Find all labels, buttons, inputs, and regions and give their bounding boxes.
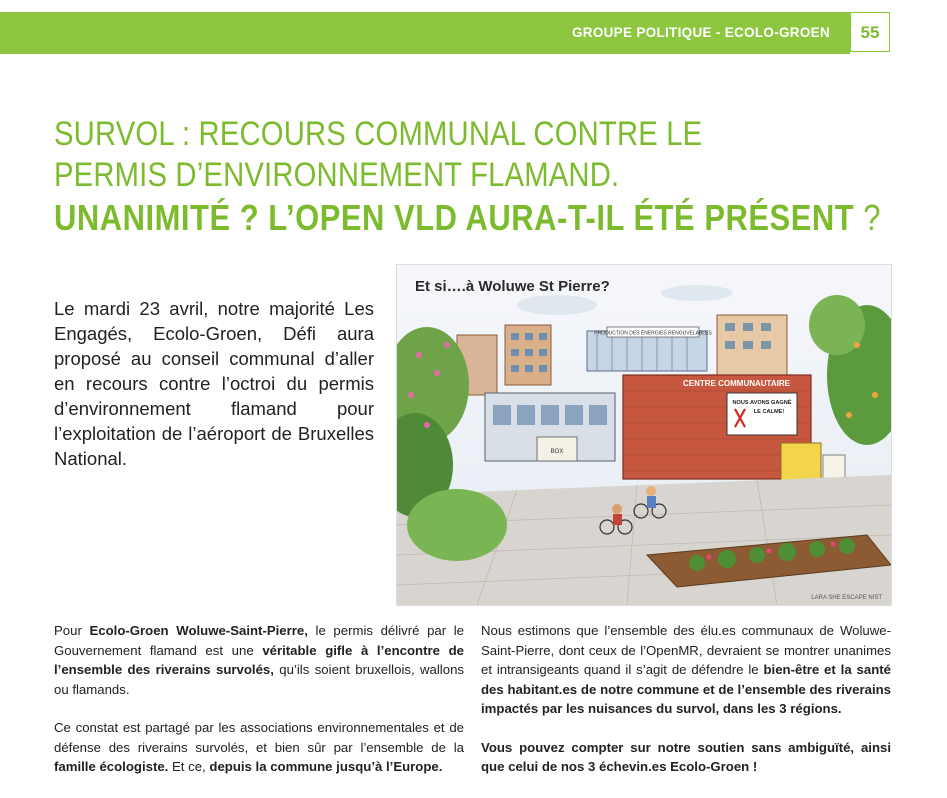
right-paragraph-2: Vous pouvez compter sur notre soutien sans ambiguïté, ainsi que celui de nos 3 échevin.es Ecolo-Groen ! — [481, 739, 891, 774]
title-line-3 — [54, 196, 932, 240]
illustration — [396, 264, 892, 606]
drawing-woluwe — [397, 265, 891, 605]
article-title — [54, 114, 934, 240]
right-column — [481, 621, 891, 796]
title-line-1: SURVOL : RECOURS COMMUNAL CONTRE LE — [54, 115, 703, 153]
intro-paragraph: Le mardi 23 avril, notre majorité Les Engagés, Ecolo-Groen, Défi aura proposé au conseil communal d’aller en recours contre l’octroi du permis d’environnement flamand pour l’exploitation de l’aéroport de Bruxelles National. — [54, 298, 374, 469]
building-sign: CENTRE COMMUNAUTAIRE — [683, 379, 790, 388]
title-headline: UNANIMITÉ ? L’OPEN VLD AURA-T-IL ÉTÉ PRÉSENT — [54, 197, 855, 238]
right-paragraph-1: Nous estimons que l’ensemble des élu.es communaux de Woluwe-Saint-Pierre, dont ceux de l’OpenMR, devraient se montrer unanimes et intransigeants quand il s’agit de défendre le bien-être et la santé des habitant.es de notre commune et de l’ensemble des riverains impactés par les nuisances du survol, dans les 3 régions. — [481, 623, 891, 716]
poster-line-1: NOUS AVONS GAGNÉ — [732, 400, 792, 406]
kiosk-label: BOX — [550, 449, 564, 455]
section-label: GROUPE POLITIQUE - ECOLO-GROEN — [571, 25, 830, 40]
header-bar — [0, 12, 850, 54]
illustration-caption: Et si….à Woluwe St Pierre? — [415, 278, 610, 295]
page-number: 55 — [850, 12, 890, 52]
banner-text: PRODUCTION DES ÉNERGIES RENOUVELABLES — [594, 330, 712, 337]
left-column — [54, 621, 464, 796]
artist-signature: LARA SHE ESCAPE NIST — [811, 595, 882, 601]
left-paragraph-2: Ce constat est partagé par les associations environnementales et de défense des riverains survolés, et bien sûr par l’ensemble de la famille écologiste. Et ce, depuis la commune jusqu’à l’Europe. — [54, 720, 464, 774]
title-line-2: PERMIS D’ENVIRONNEMENT FLAMAND. — [54, 156, 620, 194]
title-question-mark: ? — [854, 197, 882, 238]
left-paragraph-1: Pour Ecolo-Groen Woluwe-Saint-Pierre, le permis délivré par le Gouvernement flamand est une véritable gifle à l’encontre de l’ensemble des riverains survolés, qu’ils soient bruxellois, wallons ou flamands. — [54, 623, 465, 697]
poster-line-2: LE CALME! — [753, 409, 785, 415]
